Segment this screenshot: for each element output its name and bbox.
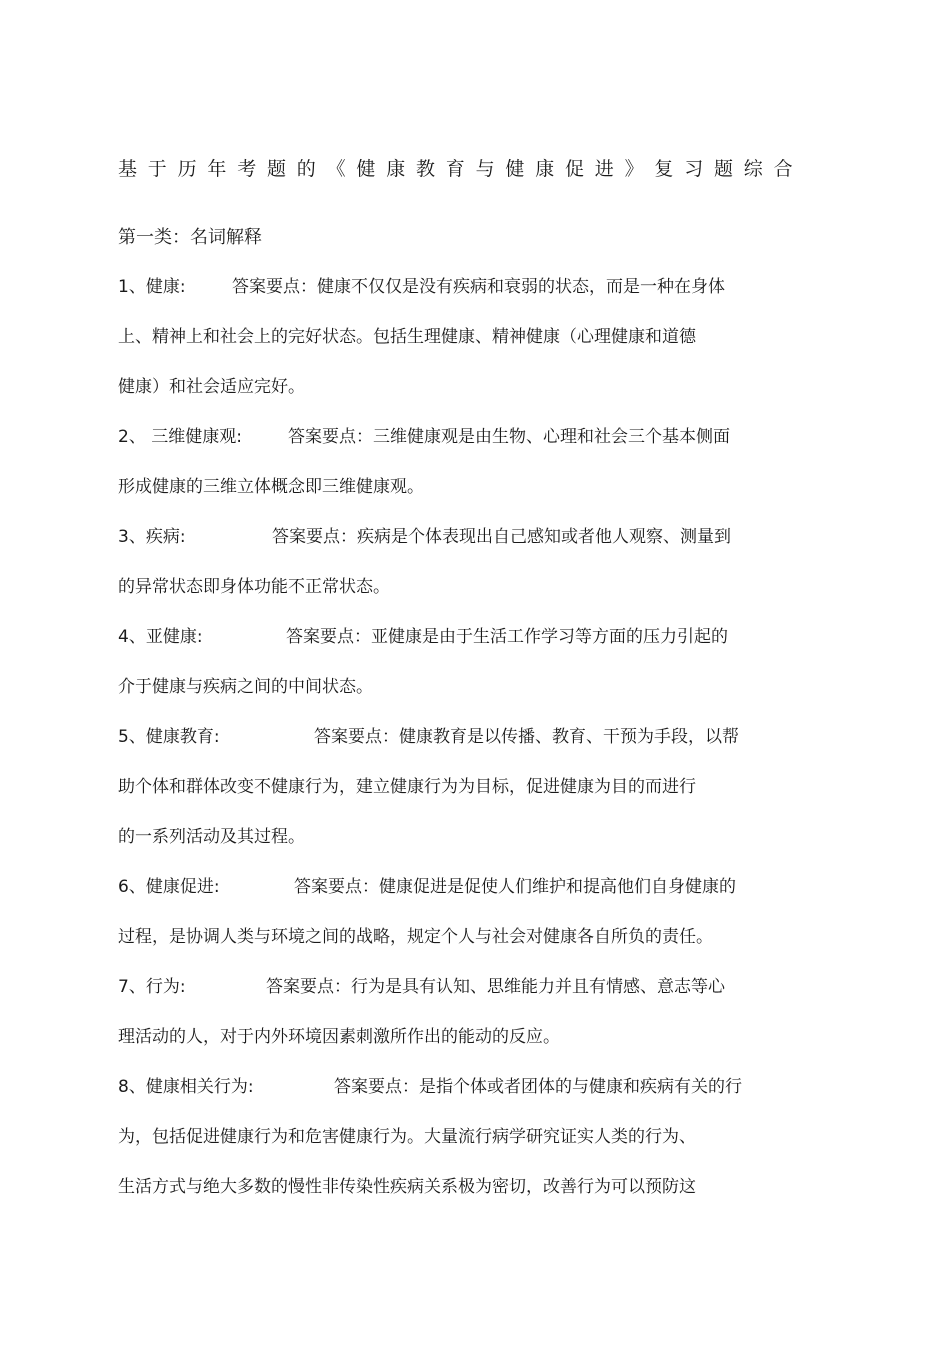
entry-answer-text: 助个体和群体改变不健康行为，建立健康行为为目标，促进健康为目的而进行	[118, 777, 696, 797]
entry-answer-text: 介于健康与疾病之间的中间状态。	[118, 677, 373, 697]
entry-continuation-line	[118, 1024, 560, 1050]
entry-term: 6、健康促进:	[118, 877, 220, 897]
entry-term: 7、行为:	[118, 977, 186, 997]
entry-term: 8、健康相关行为:	[118, 1077, 254, 1097]
entry-answer-text: 健康）和社会适应完好。	[118, 377, 305, 397]
entry-answer-text: 的一系列活动及其过程。	[118, 827, 305, 847]
entry-first-line	[118, 1074, 742, 1100]
entry-continuation-line	[118, 474, 424, 500]
entry-term: 4、亚健康:	[118, 627, 203, 647]
entry-first-line	[118, 724, 739, 750]
entry-answer-text: 生活方式与绝大多数的慢性非传染性疾病关系极为密切，改善行为可以预防这	[118, 1177, 696, 1197]
entry-answer-text: 答案要点：健康教育是以传播、教育、干预为手段，以帮	[314, 727, 739, 747]
document-title: 基于历年考题的《健康教育与健康促进》复习题综合	[118, 158, 804, 180]
entry-continuation-line	[118, 1124, 696, 1150]
entry-answer-text: 答案要点：三维健康观是由生物、心理和社会三个基本侧面	[288, 427, 730, 447]
entry-term: 1、健康:	[118, 277, 186, 297]
entry-answer-text: 答案要点：疾病是个体表现出自己感知或者他人观察、测量到	[272, 527, 731, 547]
entry-answer-text: 过程，是协调人类与环境之间的战略，规定个人与社会对健康各自所负的责任。	[118, 927, 713, 947]
entry-first-line	[118, 624, 728, 650]
entry-continuation-line	[118, 674, 373, 700]
entry-continuation-line	[118, 924, 713, 950]
entry-answer-text: 为，包括促进健康行为和危害健康行为。大量流行病学研究证实人类的行为、	[118, 1127, 696, 1147]
entry-continuation-line	[118, 774, 696, 800]
entry-answer-text: 答案要点：健康促进是促使人们维护和提高他们自身健康的	[294, 877, 736, 897]
entry-first-line	[118, 424, 730, 450]
entry-term: 2、 三维健康观:	[118, 427, 242, 447]
entry-continuation-line	[118, 574, 390, 600]
entry-first-line	[118, 274, 725, 300]
entry-answer-text: 答案要点：行为是具有认知、思维能力并且有情感、意志等心	[266, 977, 725, 997]
entry-first-line	[118, 974, 725, 1000]
entry-answer-text: 答案要点：健康不仅仅是没有疾病和衰弱的状态，而是一种在身体	[232, 277, 725, 297]
entry-continuation-line	[118, 374, 305, 400]
entry-term: 3、疾病:	[118, 527, 186, 547]
entry-continuation-line	[118, 1174, 696, 1200]
entry-answer-text: 答案要点：亚健康是由于生活工作学习等方面的压力引起的	[286, 627, 728, 647]
entry-first-line	[118, 524, 731, 550]
entry-continuation-line	[118, 824, 305, 850]
entry-answer-text: 的异常状态即身体功能不正常状态。	[118, 577, 390, 597]
entry-continuation-line	[118, 324, 696, 350]
entry-answer-text: 上、精神上和社会上的完好状态。包括生理健康、精神健康（心理健康和道德	[118, 327, 696, 347]
section-heading: 第一类：名词解释	[118, 227, 262, 248]
entry-term: 5、健康教育:	[118, 727, 220, 747]
entry-answer-text: 答案要点：是指个体或者团体的与健康和疾病有关的行	[334, 1077, 742, 1097]
entry-answer-text: 理活动的人，对于内外环境因素刺激所作出的能动的反应。	[118, 1027, 560, 1047]
entry-first-line	[118, 874, 736, 900]
entry-answer-text: 形成健康的三维立体概念即三维健康观。	[118, 477, 424, 497]
